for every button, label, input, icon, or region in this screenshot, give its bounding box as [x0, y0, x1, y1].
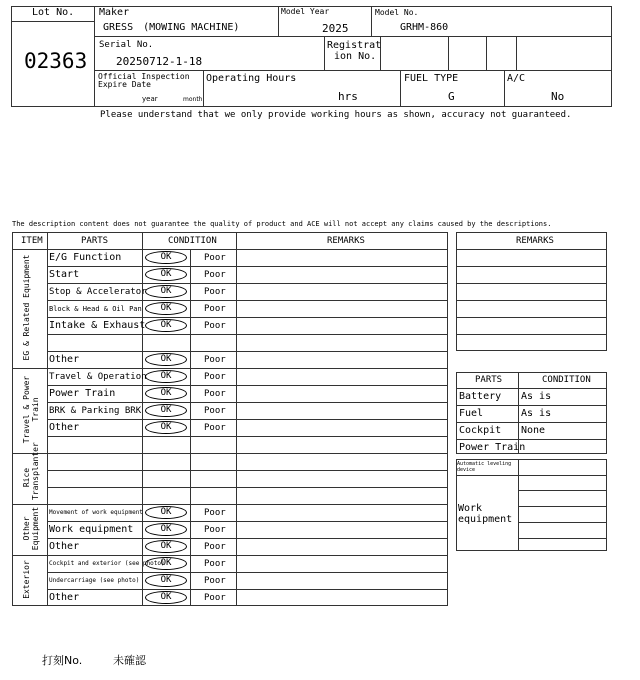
part-name: Movement of work equipment	[49, 509, 143, 516]
condition-ok-circled[interactable]: OK	[145, 523, 187, 536]
section-label: Rice Transplanter	[22, 442, 40, 500]
remarks-cell[interactable]	[237, 471, 447, 486]
remarks-cell[interactable]	[237, 539, 447, 554]
condition-poor[interactable]: Poor	[204, 355, 226, 365]
part-name: Other	[49, 422, 80, 433]
condition-poor[interactable]: Poor	[204, 593, 226, 603]
condition-poor[interactable]: Poor	[204, 389, 226, 399]
section-label: Other Equipment	[22, 506, 40, 551]
registration-label-1: Registrat	[327, 40, 382, 51]
part-name: Travel & Operation	[49, 372, 147, 382]
remarks-cell[interactable]	[237, 556, 447, 571]
lot-number: 02363	[24, 49, 88, 73]
condition-ok-circled[interactable]: OK	[145, 285, 187, 298]
remarks-cell[interactable]	[237, 437, 447, 452]
condition-ok-circled[interactable]: OK	[145, 591, 187, 604]
fuel-type-value: G	[448, 90, 455, 103]
condition-ok-circled[interactable]: OK	[145, 506, 187, 519]
condition-ok-circled[interactable]: OK	[145, 404, 187, 417]
part-name: Other	[49, 541, 80, 552]
part-name: Block & Head & Oil Pan	[49, 305, 142, 313]
right-part-condition: As is	[521, 408, 552, 419]
condition-ok-circled[interactable]: OK	[145, 251, 187, 264]
ac-label: A/C	[507, 73, 526, 84]
section-label: EG & Related Equipment	[22, 254, 31, 361]
work-equipment-label-1: Work	[458, 503, 483, 514]
hours-accuracy-notice: Please understand that we only provide working hours as shown, accuracy not guaranteed.	[100, 110, 572, 120]
lot-label: Lot No.	[32, 7, 75, 18]
remarks-cell[interactable]	[237, 335, 447, 350]
remarks-cell[interactable]	[237, 301, 447, 316]
condition-poor[interactable]: Poor	[204, 253, 226, 263]
condition-poor[interactable]: Poor	[204, 423, 226, 433]
part-name: E/G Function	[49, 252, 122, 263]
model-year-value: 2025	[322, 22, 349, 35]
part-name: BRK & Parking BRK	[49, 406, 142, 416]
operating-hours-label: Operating Hours	[206, 73, 297, 84]
remarks-cell[interactable]	[237, 488, 447, 503]
model-year-label: Model Year	[281, 7, 330, 16]
remarks-header: REMARKS	[327, 236, 365, 246]
part-name: Intake & Exhaust	[49, 320, 146, 331]
inspection-label-2: Expire Date	[98, 80, 151, 89]
condition-poor[interactable]: Poor	[204, 406, 226, 416]
model-no-value: GRHM-860	[400, 22, 449, 33]
remarks-cell[interactable]	[237, 454, 447, 469]
description-disclaimer: The description content does not guarantee the quality of product and ACE will not accept any claims caused by the descriptions.	[12, 220, 552, 228]
model-no-label: Model No.	[375, 8, 419, 17]
condition-ok-circled[interactable]: OK	[145, 353, 187, 366]
remarks-cell[interactable]	[237, 284, 447, 299]
parts-header: PARTS	[81, 236, 109, 246]
registration-label-2: ion No.	[334, 51, 377, 62]
inspection-label-1: Official Inspection	[98, 72, 190, 81]
part-name: Cockpit and exterior (see photo)	[49, 560, 165, 567]
right-part-name: Battery	[459, 391, 502, 402]
remarks-cell[interactable]	[237, 369, 447, 384]
inspection-year-label: year	[142, 95, 158, 103]
header-block	[11, 6, 612, 107]
right-part-condition: As is	[521, 391, 552, 402]
right-condition-header: CONDITION	[542, 375, 591, 385]
remarks-cell[interactable]	[237, 573, 447, 588]
right-part-name: Fuel	[459, 408, 484, 419]
maker-label: Maker	[99, 7, 130, 18]
condition-header: CONDITION	[168, 236, 217, 246]
stamp-number-value: 未確認	[113, 654, 146, 667]
condition-poor[interactable]: Poor	[204, 304, 226, 314]
part-name: Other	[49, 354, 80, 365]
right-part-name: Cockpit	[459, 425, 502, 436]
condition-poor[interactable]: Poor	[204, 508, 226, 518]
condition-ok-circled[interactable]: OK	[145, 540, 187, 553]
condition-poor[interactable]: Poor	[204, 525, 226, 535]
condition-ok-circled[interactable]: OK	[145, 319, 187, 332]
right-part-condition: None	[521, 425, 546, 436]
maker-value: GRESS (MOWING MACHINE)	[103, 22, 240, 33]
remarks-cell[interactable]	[237, 522, 447, 537]
condition-poor[interactable]: Poor	[204, 270, 226, 280]
condition-poor[interactable]: Poor	[204, 321, 226, 331]
remarks-cell[interactable]	[237, 505, 447, 520]
remarks-cell[interactable]	[237, 318, 447, 333]
serial-label: Serial No.	[99, 40, 154, 50]
part-name: Other	[49, 592, 80, 603]
fuel-type-label: FUEL TYPE	[404, 73, 459, 84]
condition-ok-circled[interactable]: OK	[145, 574, 187, 587]
condition-poor[interactable]: Poor	[204, 287, 226, 297]
part-name: Undercarriage (see photo)	[49, 577, 140, 584]
condition-ok-circled[interactable]: OK	[145, 557, 187, 570]
part-name: Start	[49, 269, 80, 280]
remarks-cell[interactable]	[237, 403, 447, 418]
condition-poor[interactable]: Poor	[204, 542, 226, 552]
remarks-cell[interactable]	[237, 352, 447, 367]
part-name: Stop & Accelerator	[49, 287, 147, 297]
condition-poor[interactable]: Poor	[204, 576, 226, 586]
condition-poor[interactable]: Poor	[204, 372, 226, 382]
condition-ok-circled[interactable]: OK	[145, 421, 187, 434]
part-name: Power Train	[49, 388, 116, 399]
auto-leveling-label: Automatic leveling device	[457, 461, 512, 473]
remarks-cell[interactable]	[237, 267, 447, 282]
right-remarks-header: REMARKS	[516, 236, 554, 246]
right-parts-header: PARTS	[475, 375, 503, 385]
section-label: Travel & Power Train	[22, 375, 40, 444]
serial-value: 20250712-1-18	[116, 55, 203, 68]
operating-hours-unit: hrs	[338, 90, 358, 103]
item-header: ITEM	[21, 236, 43, 246]
section-label: Exterior	[22, 560, 31, 599]
remarks-cell[interactable]	[237, 250, 447, 265]
condition-ok-circled[interactable]: OK	[145, 302, 187, 315]
remarks-cell[interactable]	[237, 420, 447, 435]
inspection-month-label: month	[183, 96, 203, 103]
condition-ok-circled[interactable]: OK	[145, 370, 187, 383]
remarks-cell[interactable]	[237, 590, 447, 605]
part-name: Work equipment	[49, 524, 134, 535]
remarks-cell[interactable]	[237, 386, 447, 401]
condition-poor[interactable]: Poor	[204, 559, 226, 569]
right-part-name: Power Train	[459, 442, 526, 453]
stamp-number-label: 打刻No.	[42, 654, 83, 667]
work-equipment-label-2: equipment	[458, 514, 513, 525]
condition-ok-circled[interactable]: OK	[145, 268, 187, 281]
ac-value: No	[551, 90, 565, 103]
condition-ok-circled[interactable]: OK	[145, 387, 187, 400]
